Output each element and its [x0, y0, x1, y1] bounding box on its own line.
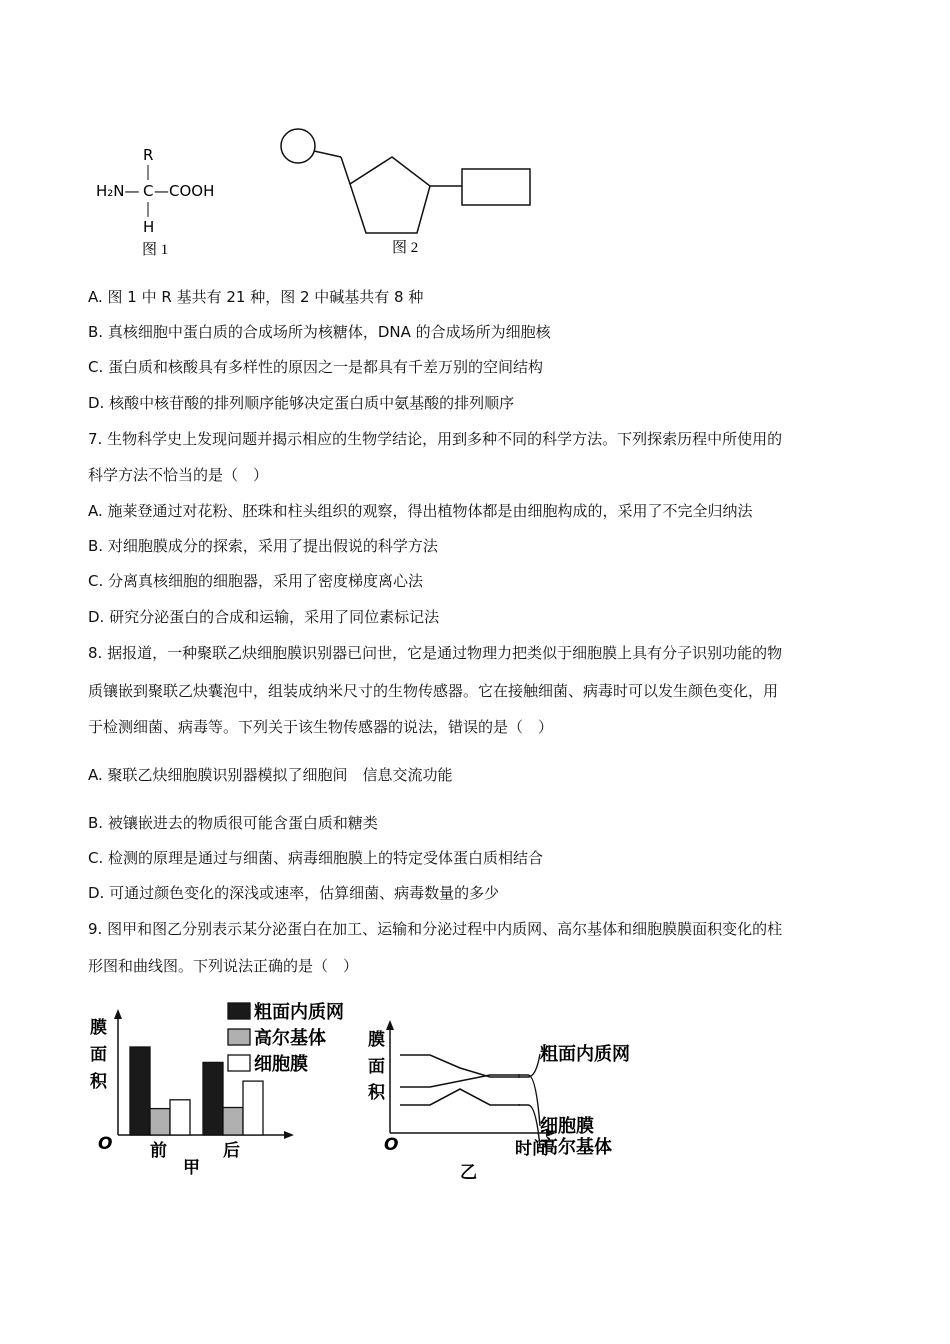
- chart-jia-ylabel-1: 膜: [90, 1018, 107, 1038]
- q8-stem-line3: 于检测细菌、病毒等。下列关于该生物传感器的说法，错误的是（ ）: [88, 718, 554, 736]
- q7-stem-line2: 科学方法不恰当的是（ ）: [88, 466, 269, 484]
- q6-option-c: C. 蛋白质和核酸具有多样性的原因之一是都具有千差万别的空间结构: [88, 358, 544, 376]
- q6-option-a: A. 图 1 中 R 基共有 21 种，图 2 中碱基共有 8 种: [88, 288, 424, 306]
- q6-option-b: B. 真核细胞中蛋白质的合成场所为核糖体，DNA 的合成场所为细胞核: [88, 323, 551, 341]
- chart-yi-ylabel-3: 积: [368, 1083, 385, 1103]
- line-粗面内质网: [400, 1055, 520, 1077]
- q8-stem-line2: 质镶嵌到聚联乙炔囊泡中，组装成纳米尺寸的生物传感器。它在接触细菌、病毒时可以发生颜色变化，用: [88, 682, 779, 700]
- q7-stem-line1: 7. 生物科学史上发现问题并揭示相应的生物学结论，用到多种不同的科学方法。下列探索历程中所使用的: [88, 430, 783, 448]
- chart-jia-ylabel-3: 积: [90, 1072, 107, 1092]
- bar-chart-jia: [88, 995, 344, 1185]
- phosphate-circle: [281, 129, 315, 163]
- bar-高尔基体-前: [150, 1109, 170, 1135]
- legend-swatch-粗面内质网: [228, 1003, 250, 1019]
- amine-label: H₂N—: [96, 182, 140, 200]
- chart-yi-xlabel: 时间: [515, 1139, 549, 1159]
- legend-label-细胞膜: 细胞膜: [254, 1054, 308, 1075]
- figure-2-nucleotide: [270, 120, 550, 265]
- q8-option-c: C. 检测的原理是通过与细菌、病毒细胞膜上的特定受体蛋白质相结合: [88, 849, 544, 867]
- figure-2-caption: 图 2: [392, 240, 419, 256]
- figure-1-amino-acid: [92, 140, 252, 265]
- q7-option-d: D. 研究分泌蛋白的合成和运输，采用了同位素标记法: [88, 608, 440, 626]
- legend-swatch-细胞膜: [228, 1055, 250, 1071]
- chart-jia-origin: O: [98, 1134, 113, 1154]
- series-label-高尔基体: 高尔基体: [540, 1137, 612, 1158]
- q8-option-a: A. 聚联乙炔细胞膜识别器模拟了细胞间 信息交流功能: [88, 766, 453, 784]
- q7-option-c: C. 分离真核细胞的细胞器，采用了密度梯度离心法: [88, 572, 424, 590]
- base-rectangle: [462, 169, 530, 205]
- legend-label-粗面内质网: 粗面内质网: [254, 1002, 344, 1023]
- bar-粗面内质网-后: [203, 1062, 223, 1135]
- q7-option-b: B. 对细胞膜成分的探索，采用了提出假说的科学方法: [88, 537, 438, 555]
- chart-yi-ylabel-2: 面: [368, 1057, 385, 1077]
- series-label-粗面内质网: 粗面内质网: [540, 1044, 630, 1065]
- carboxyl-label: —COOH: [154, 182, 215, 200]
- chart-yi: [360, 1020, 660, 1185]
- figure-1-caption: 图 1: [142, 242, 169, 258]
- line-chart-yi: [360, 1020, 660, 1185]
- nucleotide-diagram: [270, 120, 550, 265]
- q9-stem-line1: 9. 图甲和图乙分别表示某分泌蛋白在加工、运输和分泌过程中内质网、高尔基体和细胞膜膜面积变化的柱: [88, 920, 783, 938]
- q8-option-b: B. 被镶嵌进去的物质很可能含蛋白质和糖类: [88, 814, 378, 832]
- alpha-carbon-label: C: [143, 182, 154, 200]
- bar-细胞膜-后: [243, 1081, 263, 1135]
- x-tick-后: 后: [223, 1141, 240, 1161]
- amino-acid-diagram: [92, 140, 252, 265]
- chart-jia-ylabel-2: 面: [90, 1045, 107, 1065]
- q6-option-d: D. 核酸中核苷酸的排列顺序能够决定蛋白质中氨基酸的排列顺序: [88, 394, 515, 412]
- pentose-pentagon: [350, 157, 430, 233]
- bar-粗面内质网-前: [130, 1047, 150, 1135]
- legend-label-高尔基体: 高尔基体: [254, 1028, 326, 1049]
- line-高尔基体: [400, 1089, 520, 1105]
- chart-yi-origin: O: [384, 1135, 399, 1155]
- r-group-label: R: [143, 146, 154, 164]
- q9-stem-line2: 形图和曲线图。下列说法正确的是（ ）: [88, 957, 359, 975]
- leader-粗面内质网: [518, 1054, 540, 1077]
- chart-yi-title: 乙: [460, 1163, 477, 1183]
- hydrogen-label: H: [143, 218, 155, 236]
- series-label-细胞膜: 细胞膜: [540, 1116, 594, 1137]
- q8-stem-line1: 8. 据报道，一种聚联乙炔细胞膜识别器已问世，它是通过物理力把类似于细胞膜上具有分子识别功能的物: [88, 644, 783, 662]
- q7-option-a: A. 施莱登通过对花粉、胚珠和柱头组织的观察，得出植物体都是由细胞构成的，采用了不完全归纳法: [88, 502, 753, 520]
- legend-swatch-高尔基体: [228, 1029, 250, 1045]
- chart-jia-title: 甲: [183, 1158, 200, 1178]
- chart-yi-ylabel-1: 膜: [368, 1030, 385, 1050]
- chart-jia: [88, 995, 344, 1185]
- leader-细胞膜: [518, 1075, 540, 1126]
- bar-细胞膜-前: [170, 1100, 190, 1135]
- q8-option-d: D. 可通过颜色变化的深浅或速率，估算细菌、病毒数量的多少: [88, 884, 500, 902]
- bar-高尔基体-后: [223, 1108, 243, 1136]
- x-tick-前: 前: [150, 1141, 167, 1161]
